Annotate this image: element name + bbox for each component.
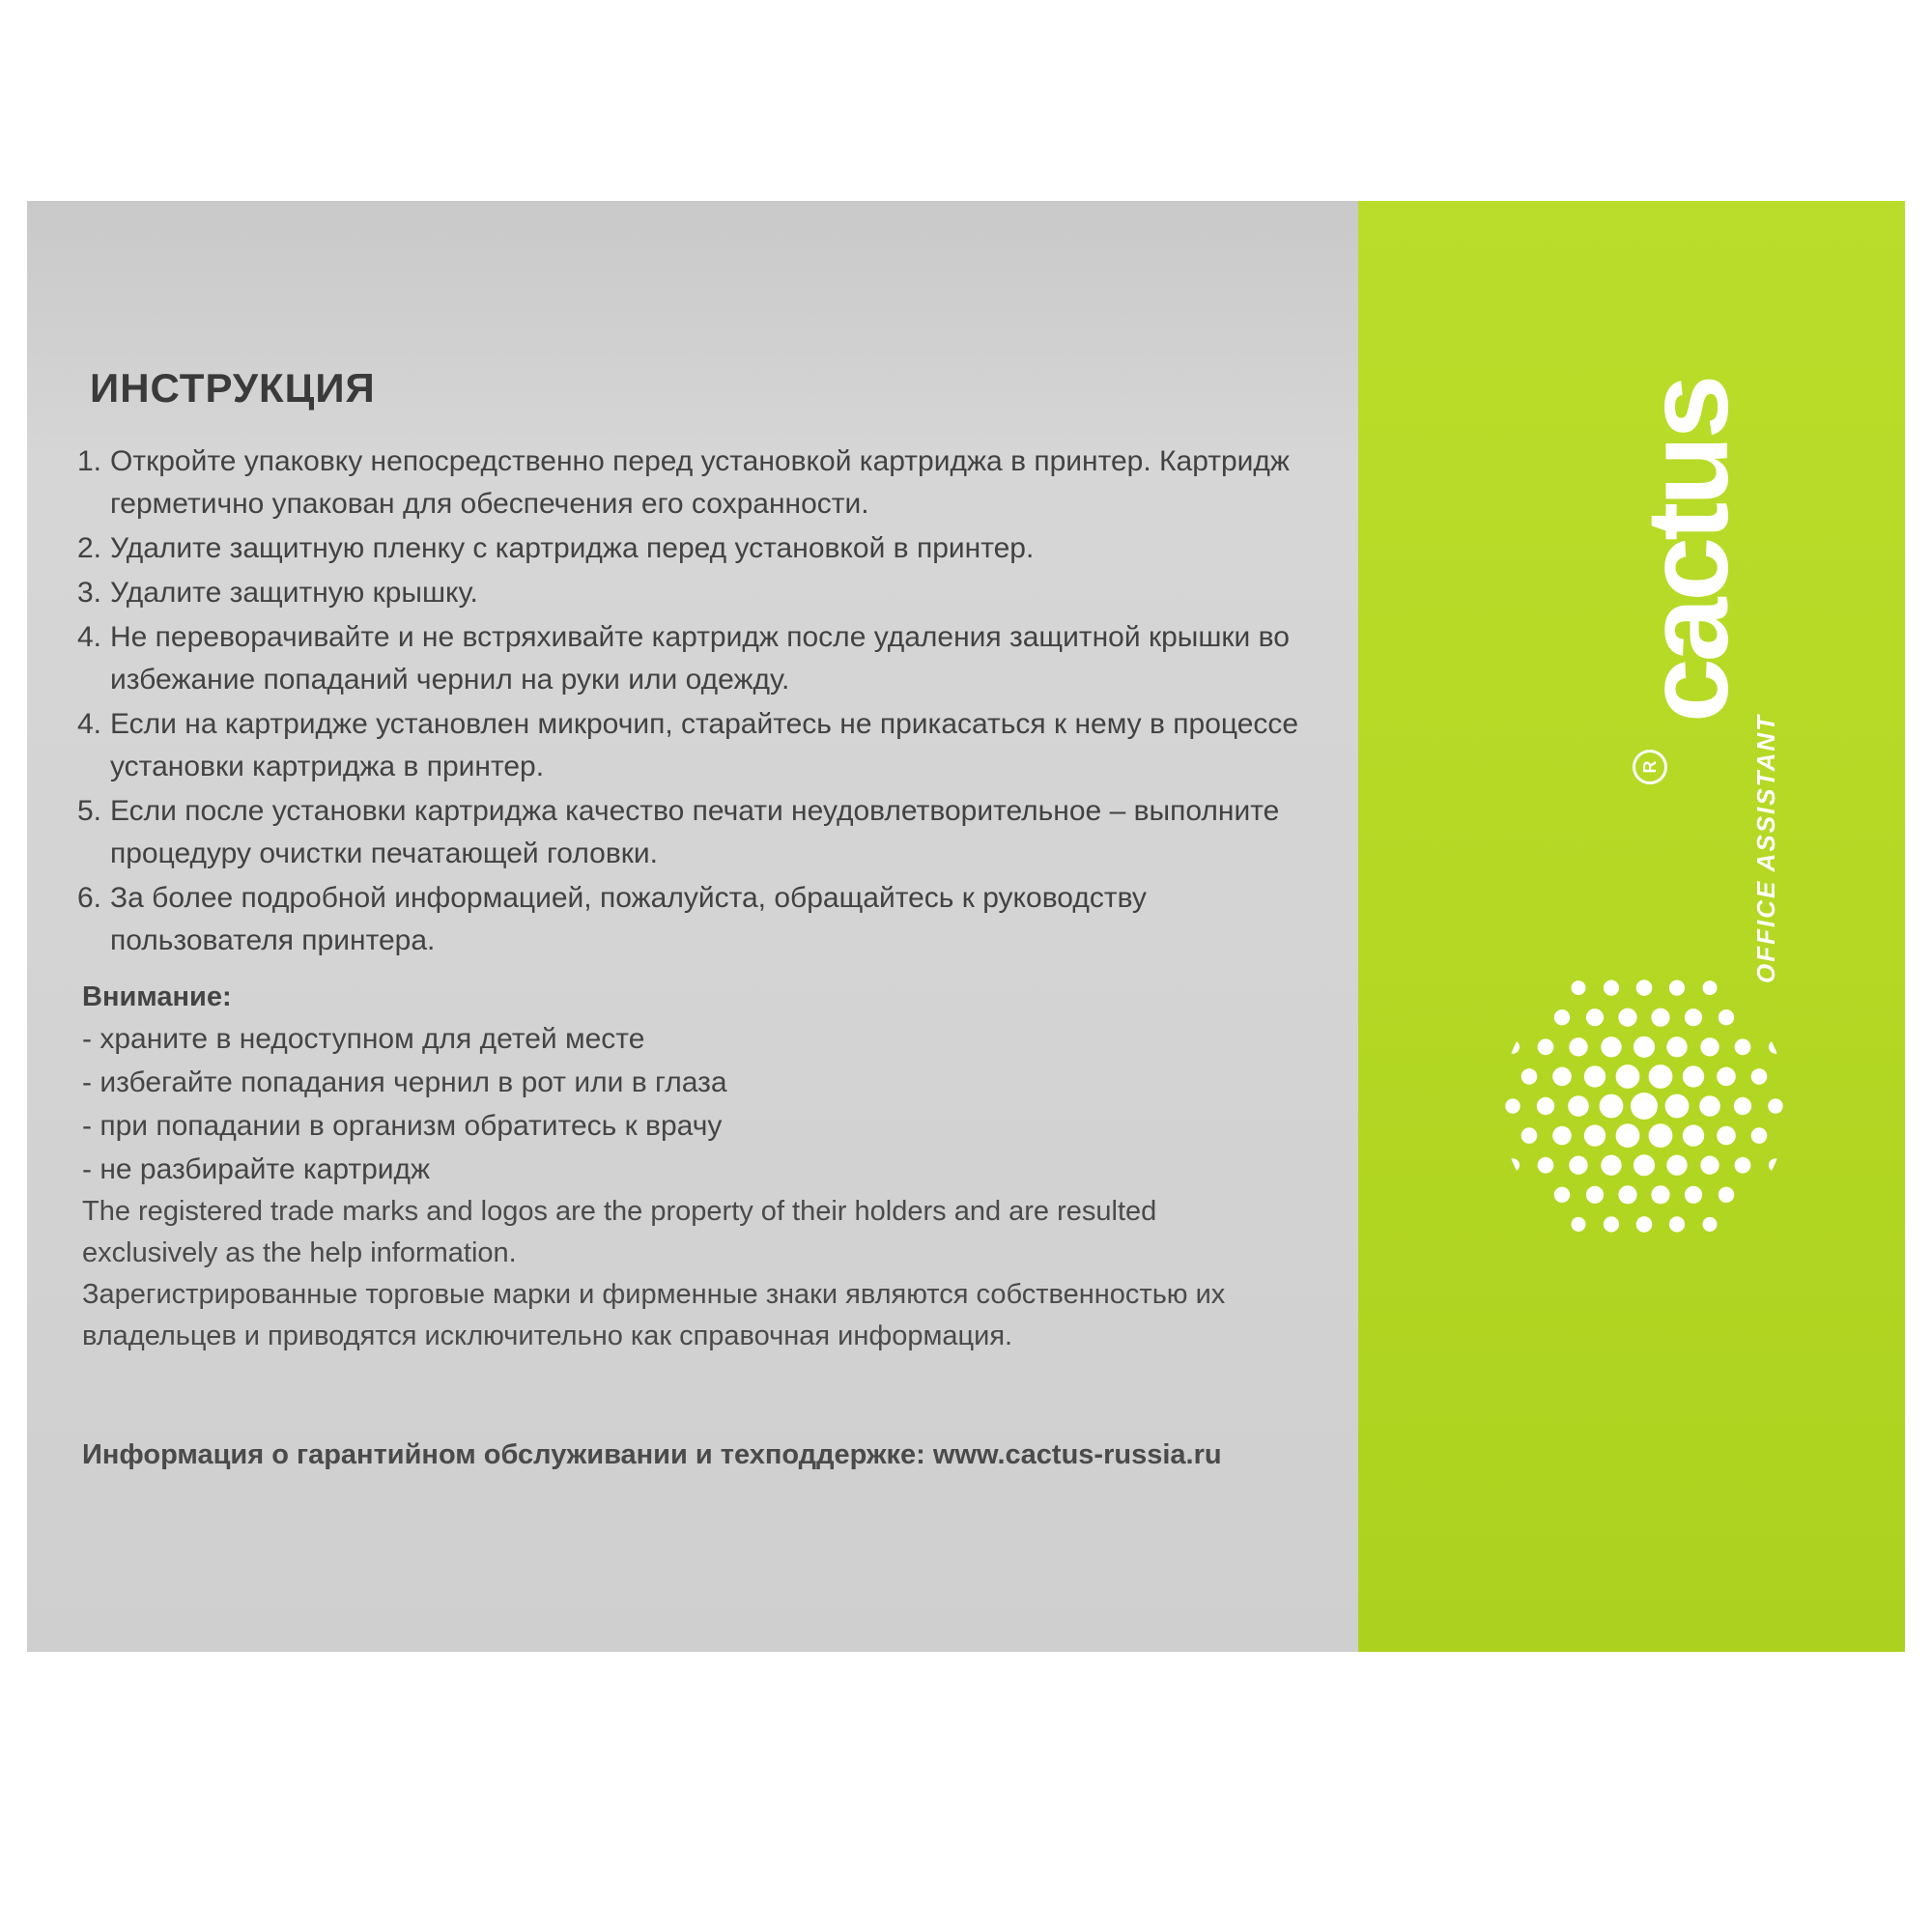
perforation-dot — [1586, 1009, 1604, 1026]
perforation-dot — [1634, 1037, 1655, 1058]
warning-item: - храните в недоступном для детей месте — [82, 1023, 645, 1055]
perforation-dot — [1669, 980, 1685, 996]
perforation-dot — [1554, 1009, 1570, 1025]
instruction-item — [77, 572, 1314, 614]
warning-item: - при попадании в организм обратитесь к врачу — [82, 1110, 723, 1142]
perforation-dot — [1572, 1217, 1586, 1232]
perforation-dot — [1717, 1126, 1736, 1146]
perforation-dot — [1683, 1124, 1704, 1146]
perforation-dot — [1700, 1037, 1719, 1056]
perforation-dot — [1586, 1186, 1604, 1204]
warning-list — [82, 1017, 727, 1191]
instruction-text: Откройте упаковку непосредственно перед установкой картриджа в принтер. Картридж герметично упакован для обеспечения его сохранности. — [110, 445, 1290, 520]
perforation-dot — [1651, 1185, 1669, 1204]
perforation-dot — [1569, 1156, 1587, 1175]
cactus-logo — [1360, 378, 1901, 1012]
perforation-dot — [1636, 1216, 1653, 1233]
perforation-dot — [1649, 1123, 1673, 1148]
support-info: Информация о гарантийном обслуживании и техподдержке: www.cactus-russia.ru — [82, 1439, 1222, 1470]
perforation-dot — [1554, 1187, 1570, 1203]
instruction-number: 4. — [77, 708, 102, 740]
instruction-number: 2. — [77, 532, 102, 564]
perforation-dot — [1634, 1154, 1655, 1176]
perforation-dot — [1636, 980, 1653, 996]
perforation-dot — [1717, 1067, 1736, 1087]
perforation-dot — [1666, 1037, 1687, 1057]
perforation-dot — [1666, 1155, 1687, 1176]
perforation-dot — [1618, 1009, 1636, 1027]
instruction-text: Удалите защитную крышку. — [110, 577, 478, 609]
instruction-item — [77, 527, 1314, 570]
brand-wordmark: cactus — [1623, 378, 1752, 723]
instruction-text: Не переворачивайте и не встряхивайте картридж после удаления защитной крышки во избежание попаданий чернил на руки или одежду. — [110, 621, 1290, 696]
instruction-text: Если на картридже установлен микрочип, старайтесь не прикасаться к нему в процессе установки картриджа в принтер. — [110, 708, 1299, 782]
perforation-dot — [1735, 1038, 1751, 1055]
perforation-dot — [1506, 1158, 1520, 1172]
perforation-dot — [1584, 1124, 1605, 1146]
perforation-dot — [1669, 1216, 1685, 1232]
package-panel — [27, 201, 1905, 1652]
warning-heading: Внимание: — [82, 981, 232, 1012]
perforation-dot — [1769, 1158, 1782, 1172]
perforation-dot — [1521, 1068, 1538, 1085]
perforation-dot — [1649, 1065, 1673, 1089]
instruction-number: 5. — [77, 795, 102, 827]
legal-notice-ru: Зарегистрированные торговые марки и фирменные знаки являются собственностью их владельцев и приводятся исключительно как справочная информация. — [82, 1279, 1226, 1351]
instruction-item — [77, 616, 1314, 701]
perforation-dot — [1768, 1098, 1782, 1113]
perforation-dot — [1769, 1040, 1782, 1054]
warning-item: - не разбирайте картридж — [82, 1153, 431, 1185]
perforation-dot — [1651, 1009, 1669, 1027]
instruction-text: За более подробной информацией, пожалуйста, обращайтесь к руководству пользователя принтера. — [110, 882, 1147, 956]
perforation-dot — [1538, 1157, 1554, 1174]
perforation-dot — [1604, 1216, 1619, 1232]
perforation-dot — [1506, 1040, 1520, 1054]
warning-item: - избегайте попадания чернил в рот или в глаза — [82, 1066, 727, 1098]
perforation-dot — [1600, 1094, 1624, 1119]
perforated-circle-icon — [1499, 961, 1789, 1251]
perforation-dot — [1552, 1126, 1572, 1146]
registered-mark-icon: R — [1633, 750, 1667, 784]
perforation-dot — [1699, 1095, 1720, 1117]
perforation-dot — [1700, 1156, 1719, 1175]
perforation-dot — [1618, 1185, 1636, 1204]
instruction-heading: ИНСТРУКЦИЯ — [90, 365, 376, 411]
instruction-item — [77, 440, 1314, 526]
perforation-dot — [1538, 1038, 1554, 1055]
perforation-dot — [1734, 1097, 1751, 1115]
perforation-dot — [1584, 1065, 1605, 1087]
instruction-text: Удалите защитную пленку с картриджа перед установкой в принтер. — [110, 532, 1035, 564]
perforation-dot — [1572, 980, 1586, 995]
perforation-dot — [1568, 1095, 1589, 1117]
perforation-dot — [1601, 1155, 1621, 1176]
legal-notice-en: The registered trade marks and logos are the property of their holders and are resulted exclusively as the help information. — [82, 1196, 1157, 1268]
instruction-text: Если после установки картриджа качество печати неудовлетворительное – выполните процедуру очистки печатающей головки. — [110, 795, 1280, 869]
instruction-number: 3. — [77, 577, 102, 609]
perforation-dot — [1616, 1065, 1640, 1089]
instruction-number: 4. — [77, 621, 102, 653]
perforation-dot — [1735, 1157, 1751, 1174]
perforation-dot — [1751, 1068, 1768, 1085]
perforation-dot — [1505, 1098, 1520, 1113]
instruction-item — [77, 703, 1314, 788]
perforation-dot — [1719, 1187, 1734, 1203]
instruction-number: 1. — [77, 445, 102, 477]
instruction-number: 6. — [77, 882, 102, 914]
instruction-list — [77, 440, 1314, 964]
perforation-dot — [1703, 980, 1718, 995]
perforation-dot — [1665, 1094, 1690, 1119]
perforation-dot — [1685, 1009, 1702, 1026]
brand-tagline-text: OFFICE ASSISTANT — [1751, 714, 1780, 983]
perforation-dot — [1616, 1123, 1640, 1148]
perforation-dot — [1569, 1037, 1587, 1056]
instruction-item — [77, 790, 1314, 875]
perforation-dot — [1552, 1067, 1572, 1087]
perforation-dot — [1685, 1186, 1702, 1204]
perforation-dot — [1751, 1127, 1768, 1144]
perforation-dot — [1601, 1037, 1621, 1057]
instruction-item — [77, 877, 1314, 962]
perforation-dot — [1537, 1097, 1554, 1115]
legal-notice — [82, 1191, 1241, 1357]
perforation-dot — [1683, 1065, 1704, 1087]
perforation-dot — [1631, 1093, 1658, 1120]
perforation-dot — [1604, 980, 1619, 996]
perforation-dot — [1719, 1009, 1734, 1025]
perforation-dot — [1703, 1217, 1718, 1232]
perforation-dot — [1521, 1127, 1538, 1144]
